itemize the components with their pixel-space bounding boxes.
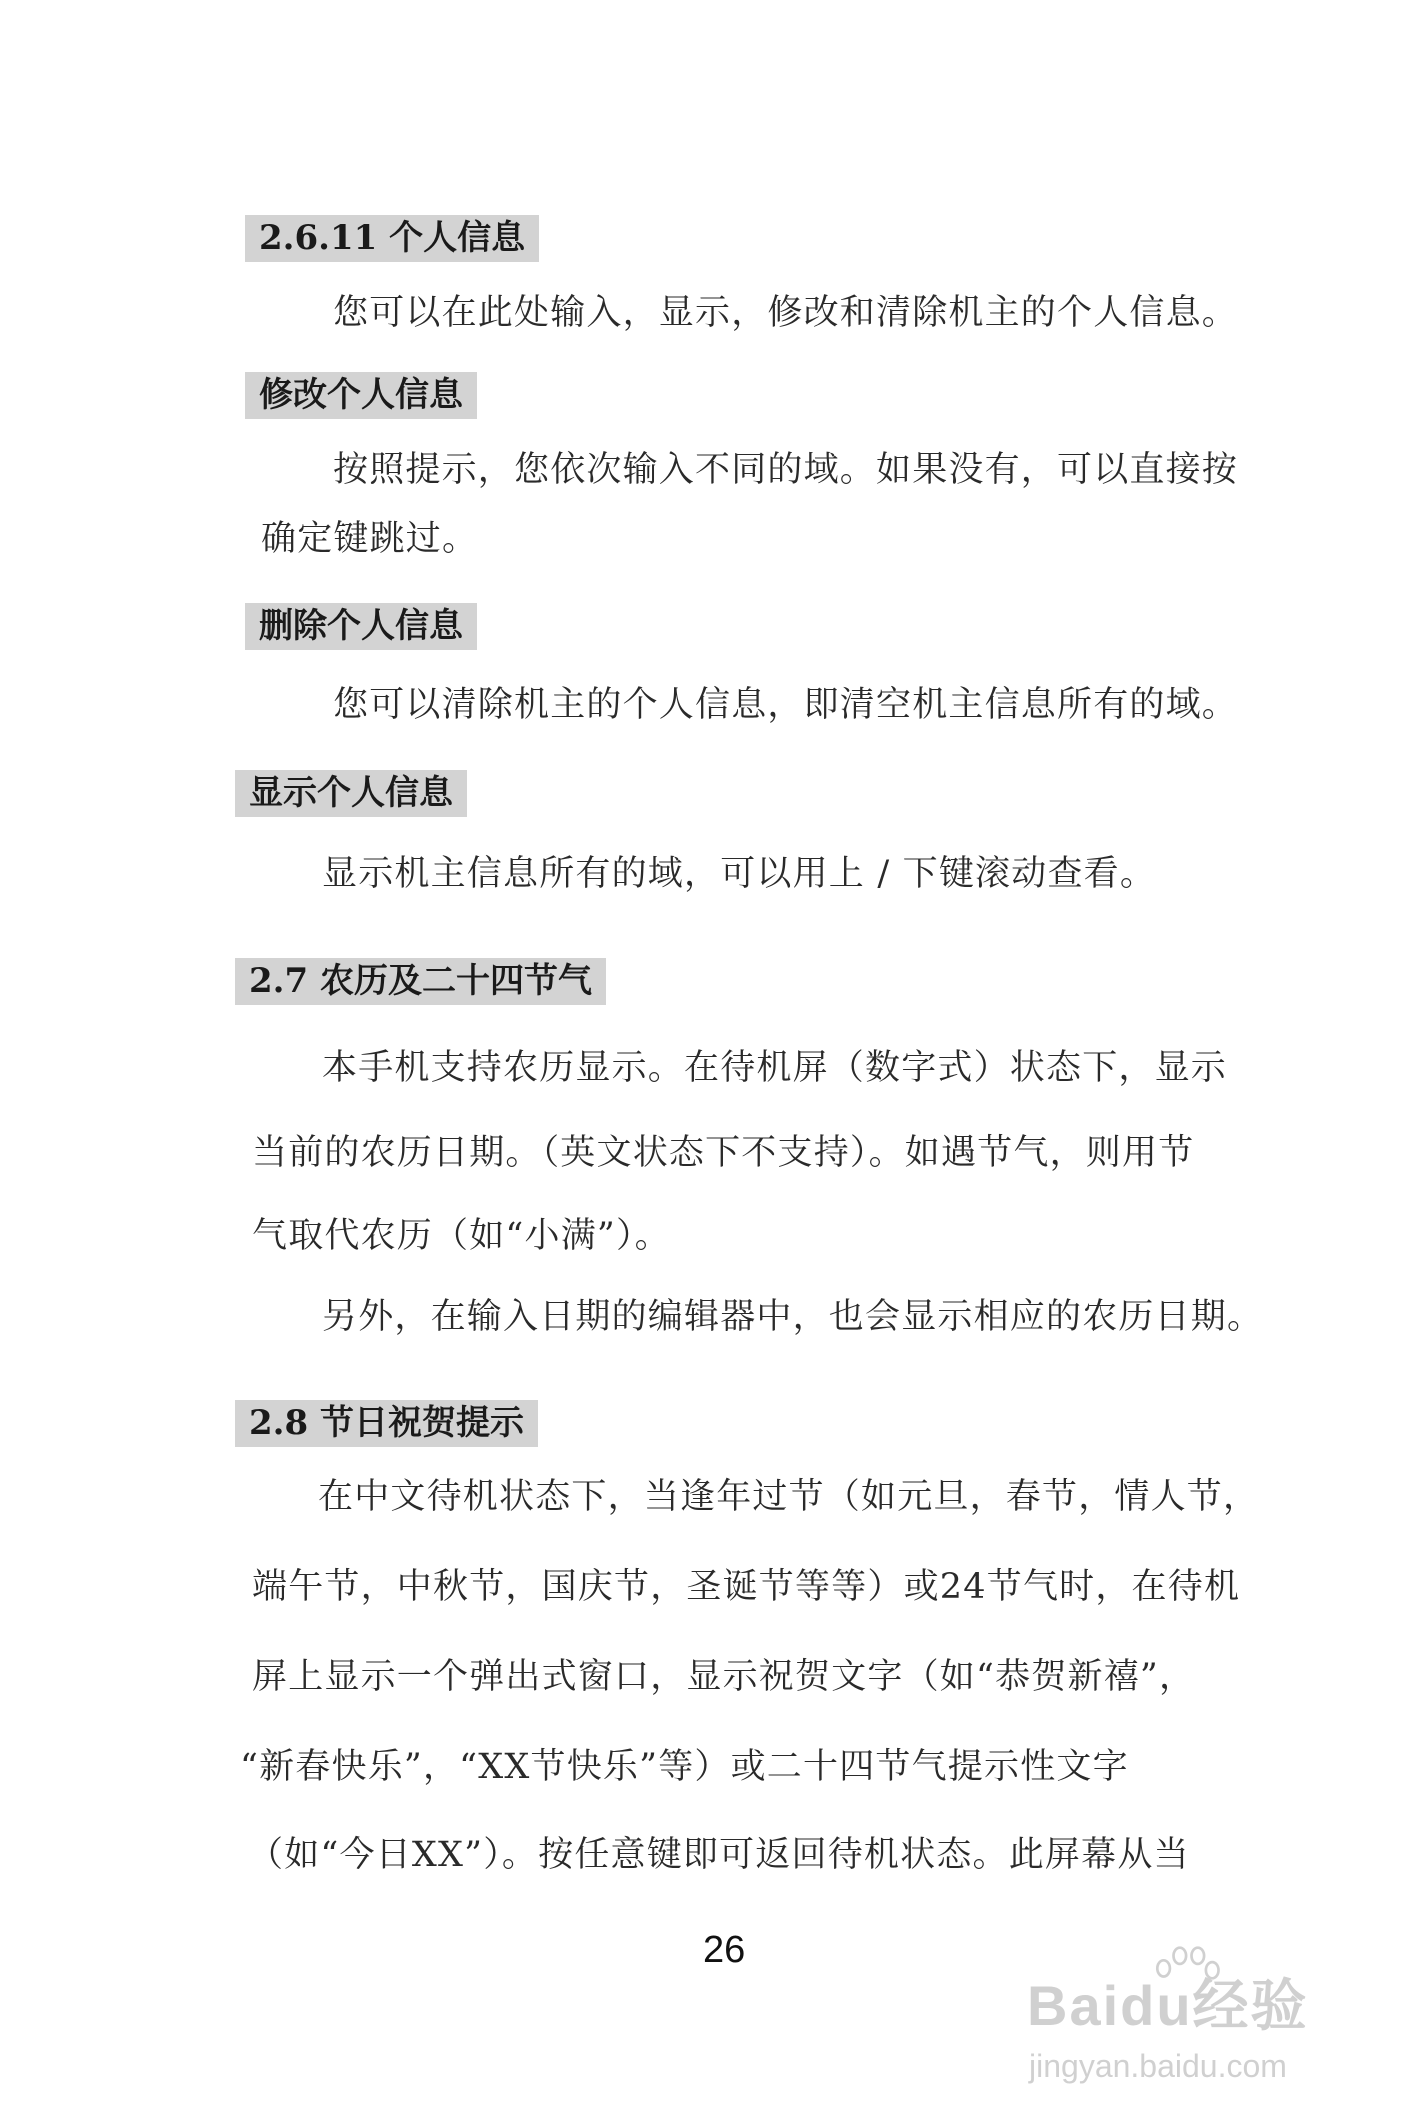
paragraph-modify-line: 按照提示，您依次输入不同的域。如果没有，可以直接按 (333, 450, 1239, 490)
paragraph-holiday-line: 屏上显示一个弹出式窗口，显示祝贺文字（如“恭贺新禧”， (252, 1657, 1196, 1697)
heading-2-7: 2.7 农历及二十四节气 (235, 958, 606, 1005)
paragraph-show: 显示机主信息所有的域，可以用上 / 下键滚动查看。 (322, 854, 1157, 894)
page-number: 26 (703, 1929, 746, 1971)
baidu-watermark (1027, 1975, 1387, 2100)
paragraph-delete: 您可以清除机主的个人信息，即清空机主信息所有的域。 (333, 685, 1239, 725)
heading-delete-info: 删除个人信息 (245, 603, 477, 650)
paragraph-holiday-line: 端午节，中秋节，国庆节，圣诞节等等）或24节气时，在待机 (252, 1567, 1241, 1607)
heading-2-8: 2.8 节日祝贺提示 (235, 1400, 538, 1447)
paragraph-holiday-line: “新春快乐”，“XX节快乐”等）或二十四节气提示性文字 (240, 1747, 1129, 1787)
watermark-logo: Baidu经验 (1027, 1974, 1309, 2037)
paragraph-lunar-line: 当前的农历日期。（英文状态下不支持）。如遇节气，则用节 (252, 1133, 1195, 1173)
paragraph-lunar-line: 本手机支持农历显示。在待机屏（数字式）状态下，显示 (322, 1048, 1228, 1088)
paragraph-lunar-line: 气取代农历（如“小满”）。 (252, 1216, 671, 1256)
paragraph-holiday-line: 在中文待机状态下，当逢年过节（如元旦，春节，情人节， (318, 1477, 1260, 1517)
paragraph-lunar-editor: 另外，在输入日期的编辑器中，也会显示相应的农历日期。 (322, 1297, 1264, 1337)
heading-2-6-11: 2.6.11 个人信息 (245, 215, 539, 262)
watermark-url: jingyan.baidu.com (1029, 2048, 1287, 2084)
paragraph-holiday-line: （如“今日XX”）。按任意键即可返回待机状态。此屏幕从当 (248, 1835, 1190, 1875)
paragraph-modify-line: 确定键跳过。 (261, 519, 479, 559)
paragraph-personal-info: 您可以在此处输入，显示，修改和清除机主的个人信息。 (333, 293, 1239, 333)
heading-modify-info: 修改个人信息 (245, 372, 477, 419)
heading-show-info: 显示个人信息 (235, 770, 467, 817)
